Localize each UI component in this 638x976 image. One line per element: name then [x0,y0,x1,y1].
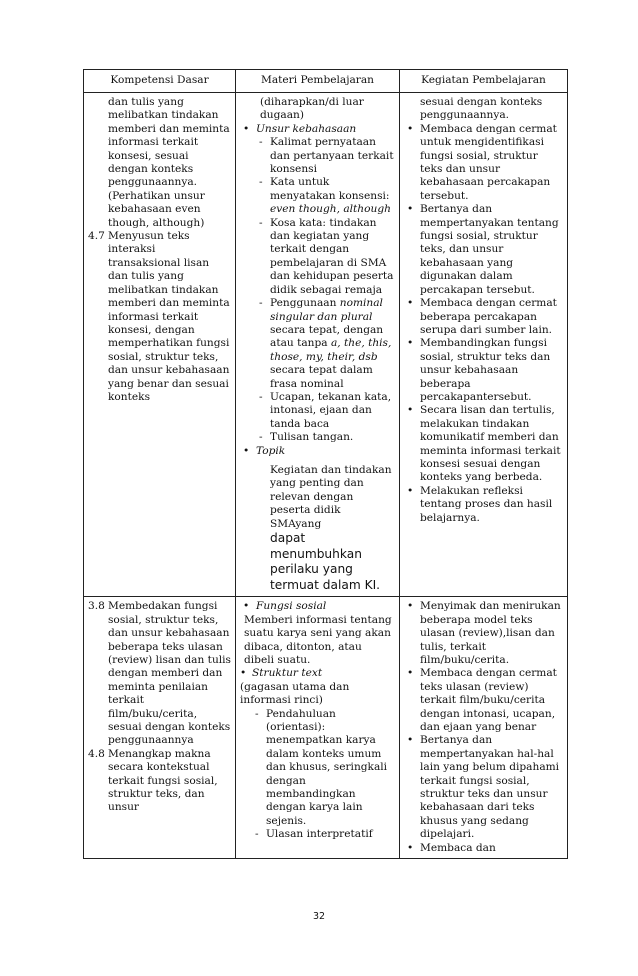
bullet-icon: • [407,734,414,747]
list-item-text: Tulisan tangan. [270,431,354,444]
list-item [256,136,395,176]
header-kegiatan-pembelajaran: Kegiatan Pembelajaran [400,70,568,93]
materi-cell [236,93,400,597]
bullet-icon: • [407,337,414,350]
table-row [84,93,568,597]
bullet-icon: • [407,404,414,417]
list-item-text: Kata untuk menyatakan konsensi: [270,176,390,202]
list-item [404,404,563,484]
dash-icon: - [259,176,263,189]
list-item [256,217,395,297]
sub-list [240,708,395,842]
list-item [240,667,395,680]
bullet-icon: • [243,122,250,135]
list-item [252,708,395,829]
list-item-text: Kosa kata: tindakan dan kegiatan yang terkait dengan pembelajaran di SMA dan kehidupan peserta didik sebagai remaja [270,216,394,296]
list-item-text: secara tepat, dengan atau tanpa [270,323,384,350]
list-item-italic: even though, although [270,203,391,216]
list-item [252,828,395,841]
kd-cell [84,597,236,859]
bullet-icon: • [407,122,414,135]
kd-item [88,600,231,747]
struktur-text: (gagasan utama dan informasi rinci) [240,680,350,707]
materi-cell [236,597,400,859]
list-item-text: Menyimak dan menirukan beberapa model teks ulasan (review),lisan dan tulis, terkait film/buku/cerita. [420,600,561,666]
list-item [404,485,563,525]
list-item [256,297,395,391]
list-item-text: Penggunaan [270,297,340,310]
list-item-text: Ulasan interpretatif [266,828,373,841]
list-item [256,431,395,444]
list-item [404,842,563,855]
materi-continued-text: (diharapkan/di luar dugaan) [260,96,364,122]
list-item-text: Membaca dengan cermat teks ulasan (review) terkait film/buku/cerita dengan intonasi, ucapan, dan ejaan yang benar [420,667,557,734]
list-item [240,123,395,445]
learning-table [83,69,568,859]
materi-list [240,123,395,594]
kd-text: Membedakan fungsi sosial, struktur teks, dan unsur kebahasaan beberapa teks ulasan (review) lisan dan tulis dengan memberi dan meminta penilaian terkait film/buku/cerita, sesuai dengan konteks penggunaannya [108,600,231,747]
list-item-text: Kalimat pernyataan dan pertanyaan terkait konsensi [270,136,394,176]
dash-icon: - [259,216,263,229]
list-item [404,297,563,337]
bullet-icon: • [240,667,247,680]
list-item [404,203,563,297]
bullet-icon: • [407,667,414,680]
list-item-text: Membandingkan fungsi sosial, struktur teks dan unsur kebahasaan beberapa percakapantersebut. [420,337,551,403]
list-item [256,176,395,216]
list-item [240,445,395,594]
page-number: 32 [312,911,326,922]
materi-heading: Unsur kebahasaan [256,122,357,135]
list-item [404,600,563,667]
kd-number: 3.8 [88,600,105,613]
list-item-text: Membaca dengan cermat beberapa percakapan serupa dari sumber lain. [420,297,557,336]
topik-text-a: Kegiatan dan tindakan yang penting dan relevan dengan peserta didik SMAyang [270,463,392,530]
materi-heading: Fungsi sosial [256,600,327,613]
list-item-text: Melakukan refleksi tentang proses dan hasil belajarnya. [420,484,553,524]
dash-icon: - [255,707,259,720]
kd-number: 4.8 [88,747,105,760]
topik-text-b: dapat menumbuhkan perilaku yang termuat dalam KI. [270,531,381,592]
list-item-italic: nominal singular dan plural [270,297,383,323]
fungsi-sosial-text: Memberi informasi tentang suatu karya seni yang akan dibaca, ditonton, atau dibeli suatu. [244,613,392,666]
sub-list [256,136,395,444]
header-kompetensi-dasar: Kompetensi Dasar [84,70,236,93]
list-item [404,123,563,203]
list-item-text: Secara lisan dan tertulis, melakukan tindakan komunikatif memberi dan meminta informasi terkait konsesi sesuai dengan konteks yang berbeda. [420,404,561,484]
dash-icon: - [259,390,263,403]
bullet-icon: • [407,600,414,613]
kd-item [88,748,231,815]
table-header-row [84,70,568,93]
bullet-icon: • [243,444,250,457]
list-item-text: Ucapan, tekanan kata, intonasi, ejaan dan tanda baca [270,390,392,430]
kd-text: Menyusun teks interaksi transaksional lisan dan tulis yang melibatkan tindakan memberi dan meminta informasi terkait konsesi, dengan memperhatikan fungsi sosial, struktur teks, dan unsur kebahasaan yang benar dan sesuai konteks [108,230,230,403]
bullet-icon: • [407,297,414,310]
materi-list [240,667,395,680]
kd-number: 4.7 [88,230,105,243]
kd-continued-text: dan tulis yang melibatkan tindakan memberi dan meminta informasi terkait konsesi, sesuai dengan konteks penggunaannya. (Perhatikan unsur kebahasaan even though, although) [108,96,230,229]
list-item-text: secara tepat dalam frasa nominal [270,364,373,390]
materi-heading: Struktur text [252,667,323,680]
list-item [404,734,563,841]
list-item-text: Pendahuluan (orientasi): menempatkan karya dalam konteks umum dan khusus, seringkali dengan membandingkan dengan karya lain sejenis. [266,707,388,827]
bullet-icon: • [407,203,414,216]
bullet-icon: • [407,484,414,497]
list-item-text: Membaca dengan cermat untuk mengidentifikasi fungsi sosial, struktur teks dan unsur kebahasaan percakapan tersebut. [420,122,557,202]
bullet-icon: • [243,600,250,613]
table-row [84,597,568,859]
kegiatan-cell [400,597,568,859]
list-item-text: Bertanya dan mempertanyakan tentang fungsi sosial, struktur teks, dan unsur kebahasaan yang digunakan dalam percakapan tersebut. [420,203,559,296]
kd-text: Menangkap makna secara kontekstual terkait fungsi sosial, struktur teks, dan unsur [108,747,218,814]
list-item-text: Bertanya dan mempertanyakan hal-hal lain yang belum dipahami terkait fungsi sosial, struktur teks dan unsur kebahasaan dari teks khusus yang sedang dipelajari. [420,734,560,841]
list-item-italic: a, the, this, those, my, their, dsb [270,337,392,363]
kegiatan-cell [400,93,568,597]
list-item [404,667,563,734]
list-item [240,600,395,613]
dash-icon: - [259,431,263,444]
kd-item [88,230,231,404]
kegiatan-list [404,123,563,525]
list-item [404,337,563,404]
topik-text [256,458,395,593]
kegiatan-continued-text: sesuai dengan konteks penggunaannya. [420,96,543,122]
materi-heading: Topik [256,444,286,457]
kd-cell [84,93,236,597]
dash-icon: - [255,828,259,841]
bullet-icon: • [407,841,414,854]
dash-icon: - [259,136,263,149]
list-item [256,391,395,431]
kegiatan-list [404,600,563,855]
header-materi-pembelajaran: Materi Pembelajaran [236,70,400,93]
list-item-text: Membaca dan [420,841,496,854]
materi-list [240,600,395,613]
dash-icon: - [259,297,263,310]
